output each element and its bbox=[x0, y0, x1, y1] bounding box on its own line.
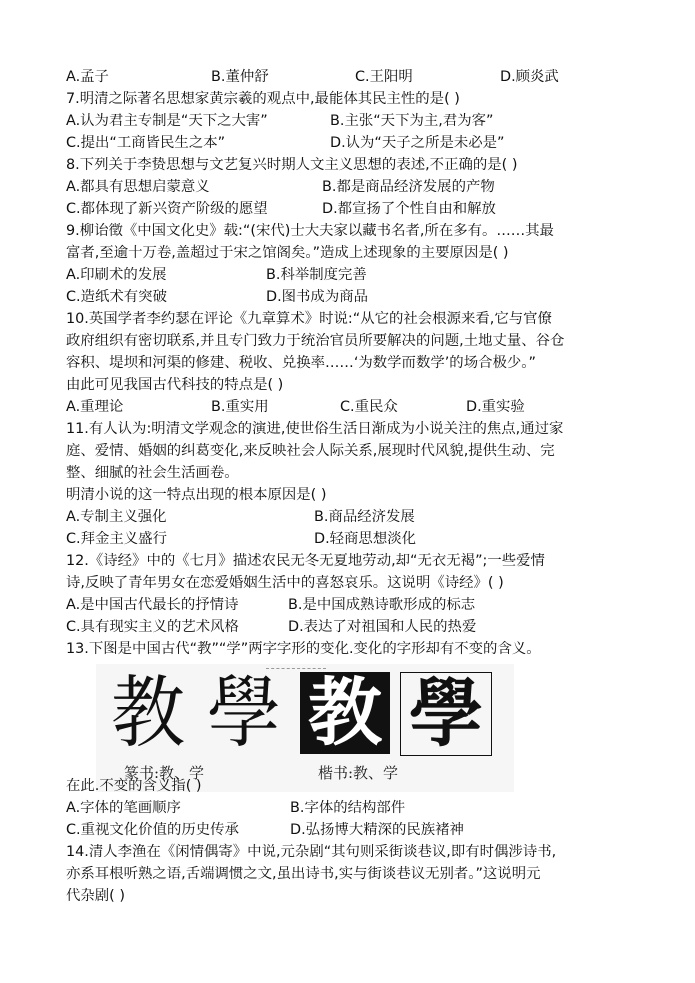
q13-options-cd bbox=[66, 820, 666, 841]
q11-stem-2: 庭、爱情、婚姻的纠葛变化,来反映社会人际关系,展现时代风貌,提供生动、完 bbox=[66, 443, 555, 459]
option-d: D.弘扬博大精深的民族褚神 bbox=[290, 822, 464, 838]
q10-stem-1: 10.英国学者李约瑟在评论《九章算术》时说:“从它的社会根源来看,它与官僚 bbox=[66, 311, 552, 327]
q9-stem-1: 9.柳诒徵《中国文化史》载:“(宋代)士大夫家以藏书名者,所在多有。……其最 bbox=[66, 223, 554, 239]
seal-jiao-glyph: 教 bbox=[111, 667, 183, 759]
kai-jiao-glyph: 教 bbox=[300, 672, 390, 754]
seal-xue-glyph: 學 bbox=[207, 667, 279, 759]
kai-xue-glyph: 學 bbox=[400, 672, 492, 756]
option-d: D.表达了对祖国和人民的热爱 bbox=[288, 619, 477, 635]
option-d: D.顾炎武 bbox=[500, 69, 559, 85]
q9-options-cd bbox=[66, 287, 666, 308]
option-a: A.字体的笔画顺序 bbox=[66, 800, 181, 816]
option-d: D.轻商思想淡化 bbox=[314, 531, 416, 547]
option-b: B.商品经济发展 bbox=[314, 509, 415, 525]
option-d: D.认为“天子之所是未必是” bbox=[330, 135, 505, 151]
q6-options bbox=[66, 67, 666, 88]
q11-stem-3: 整、细腻的社会生活画卷。 bbox=[66, 465, 239, 481]
option-a: A.重理论 bbox=[66, 399, 124, 415]
q12-stem-2: 诗,反映了青年男女在恋爱婚姻生活中的喜怒哀乐。这说明《诗经》( ) bbox=[66, 575, 504, 591]
option-b: B.字体的结构部件 bbox=[290, 800, 406, 816]
option-a: A.孟子 bbox=[66, 69, 109, 85]
character-forms-figure bbox=[96, 664, 514, 792]
q11-options-ab bbox=[66, 507, 666, 528]
q8-options-cd bbox=[66, 199, 666, 220]
q11-stem-1: 11.有人认为:明清文学观念的演进,使世俗生活日渐成为小说关注的焦点,通过家 bbox=[66, 421, 564, 437]
q10-stem-4: 由此可见我国古代科技的特点是( ) bbox=[66, 377, 284, 393]
q10-stem-2: 政府组织有密切联系,并且专门致力于统治官员所要解决的问题,土地丈量、谷仓 bbox=[66, 333, 565, 349]
q14-stem-2: 亦系耳根听熟之语,舌端调惯之文,虽出诗书,实与街谈巷议无别者。”这说明元 bbox=[66, 866, 541, 882]
q11-options-cd bbox=[66, 529, 666, 550]
option-c: C.造纸术有突破 bbox=[66, 289, 167, 305]
q12-options-ab bbox=[66, 595, 666, 616]
q13-stem-2: 在此.不变的含义指( ) bbox=[66, 778, 202, 794]
q7-stem: 7.明清之际著名思想家黄宗羲的观点中,最能体其民主性的是( ) bbox=[66, 91, 460, 107]
q7-options-ab bbox=[66, 111, 666, 132]
option-b: B.都是商品经济发展的产物 bbox=[322, 179, 495, 195]
option-a: A.专制主义强化 bbox=[66, 509, 167, 525]
option-c: C.重视文化价值的历史传承 bbox=[66, 822, 239, 838]
option-b: B.主张“天下为主,君为客” bbox=[330, 113, 494, 129]
q13-stem: 13.下图是中国古代“教”“学”两字字形的变化.变化的字形却有不变的含义。 bbox=[66, 641, 541, 657]
q7-options-cd bbox=[66, 133, 666, 154]
q11-stem-4: 明清小说的这一特点出现的根本原因是( ) bbox=[66, 487, 327, 503]
q10-options bbox=[66, 397, 666, 418]
q14-stem-1: 14.清人李渔在《闲情偶寄》中说,元杂剧“其句则采街谈巷议,即有时偶涉诗书, bbox=[66, 844, 557, 860]
q9-options-ab bbox=[66, 265, 666, 286]
option-a: A.印刷术的发展 bbox=[66, 267, 167, 283]
option-a: A.认为君主专制是“天下之大害” bbox=[66, 113, 268, 129]
option-c: C.提出“工商皆民生之本” bbox=[66, 135, 226, 151]
q8-options-ab bbox=[66, 177, 666, 198]
caption-regular-script: 楷书:教、学 bbox=[318, 764, 399, 782]
option-c: C.都体现了新兴资产阶级的愿望 bbox=[66, 201, 268, 217]
option-d: D.图书成为商品 bbox=[266, 289, 368, 305]
option-b: B.重实用 bbox=[211, 399, 269, 415]
q9-stem-2: 富者,至逾十万卷,盖超过于宋之馆阁矣。”造成上述现象的主要原因是( ) bbox=[66, 245, 509, 261]
option-c: C.拜金主义盛行 bbox=[66, 531, 167, 547]
option-b: B.科举制度完善 bbox=[266, 267, 367, 283]
q12-options-cd bbox=[66, 617, 666, 638]
q13-options-ab bbox=[66, 798, 666, 819]
q10-stem-3: 容积、堤坝和河渠的修建、税收、兑换率……‘为数学而数学’的场合极少。” bbox=[66, 355, 536, 371]
option-a: A.是中国古代最长的抒情诗 bbox=[66, 597, 239, 613]
option-c: C.重民众 bbox=[340, 399, 398, 415]
q8-stem: 8.下列关于李贽思想与文艺复兴时期人文主义思想的表述,不正确的是( ) bbox=[66, 157, 518, 173]
option-c: C.具有现实主义的艺术风格 bbox=[66, 619, 239, 635]
option-d: D.重实验 bbox=[466, 399, 525, 415]
caption-seal-script: 篆书:教、学 bbox=[124, 764, 205, 782]
q14-stem-3: 代杂剧( ) bbox=[66, 888, 125, 904]
option-b: B.是中国成熟诗歌形成的标志 bbox=[288, 597, 476, 613]
option-b: B.董仲舒 bbox=[211, 69, 269, 85]
option-d: D.都宣扬了个性自由和解放 bbox=[322, 201, 496, 217]
option-a: A.都具有思想启蒙意义 bbox=[66, 179, 210, 195]
q12-stem-1: 12.《诗经》中的《七月》描述农民无冬无夏地劳动,却“无衣无褐”;一些爱情 bbox=[66, 553, 545, 569]
option-c: C.王阳明 bbox=[355, 69, 413, 85]
